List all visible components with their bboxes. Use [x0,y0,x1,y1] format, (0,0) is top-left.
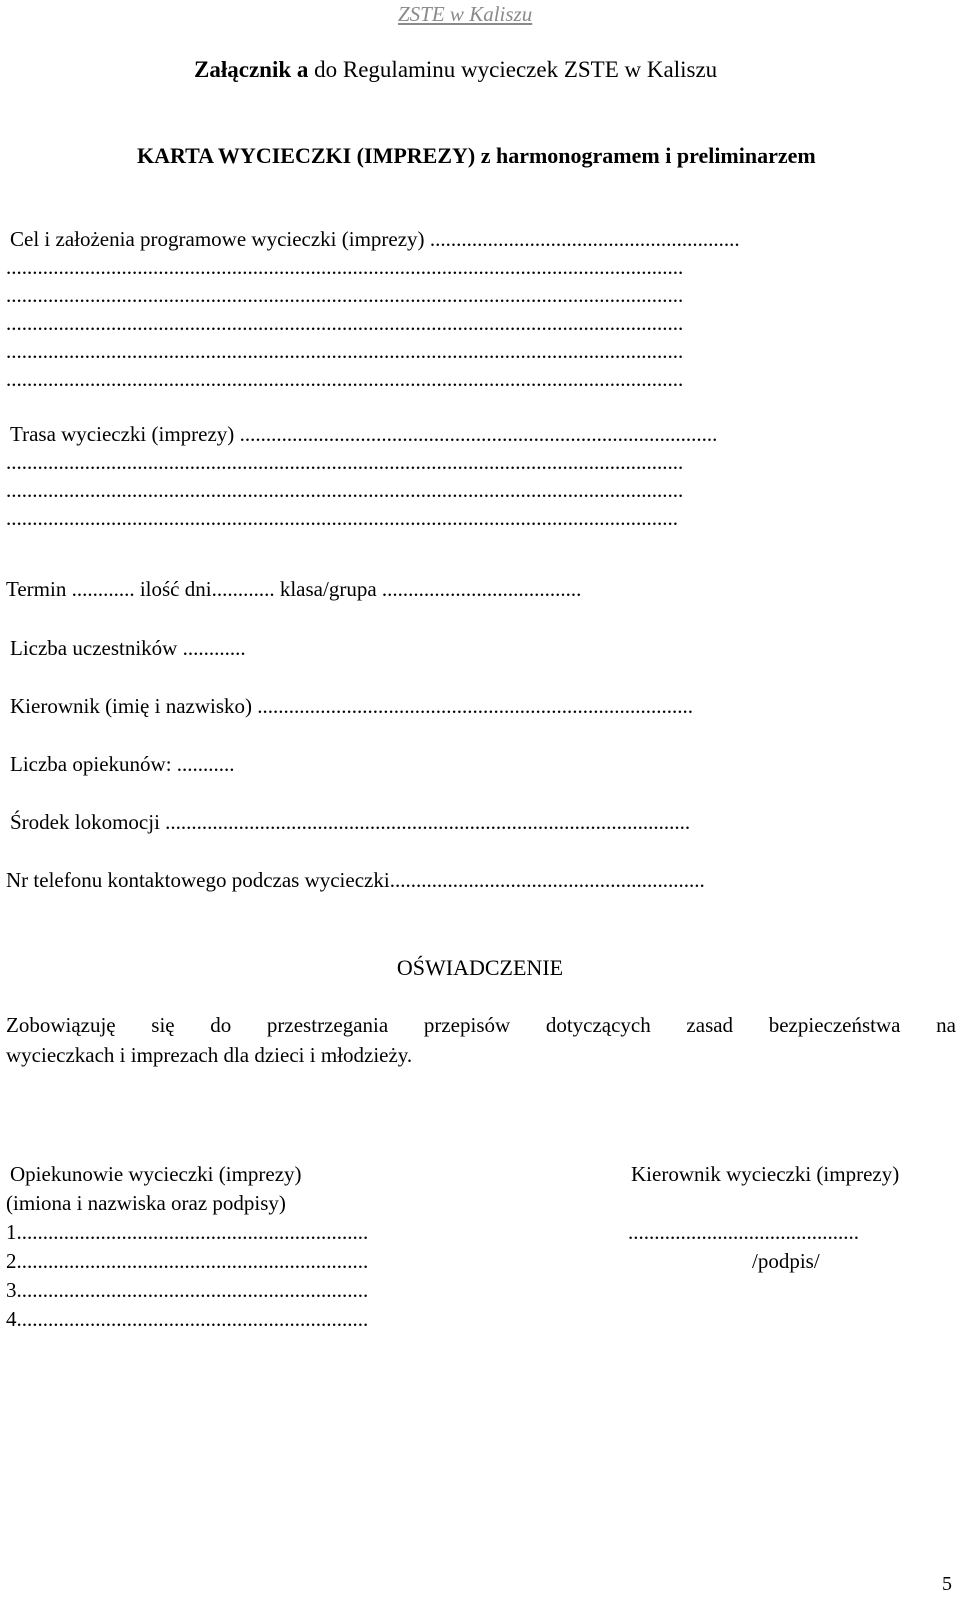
decl-word: bezpieczeństwa [768,1013,901,1037]
guardians-count-field: Liczba opiekunów: ........... [10,752,235,776]
decl-word: się [151,1013,175,1037]
school-name-header: ZSTE w Kaliszu [398,2,533,26]
purpose-line-5: ................................................................................................................................. [6,367,684,391]
route-line-3: ................................................................................................................................ [6,506,678,530]
decl-word: przepisów [423,1013,511,1037]
decl-word: Zobowiązuję [6,1013,116,1037]
purpose-label: Cel i założenia programowe wycieczki (imprezy) [10,227,430,251]
guardian-line-3: 3................................................................... [6,1278,369,1302]
guardian-line-2: 2................................................................... [6,1249,369,1273]
leader-signature-title: Kierownik wycieczki (imprezy) [631,1162,900,1186]
leader-field: Kierownik (imię i nazwisko) ................................................................................... [10,694,694,718]
route-label: Trasa wycieczki (imprezy) [10,422,235,446]
decl-word: dotyczących [545,1013,651,1037]
guardians-title: Opiekunowie wycieczki (imprezy) [10,1162,302,1186]
route-field [10,420,717,448]
guardians-subtitle: (imiona i nazwiska oraz podpisy) [6,1191,286,1215]
declaration-text [6,1010,956,1070]
term-field: Termin ............ ilość dni............ klasa/grupa ...................................... [6,577,582,601]
decl-word: na [936,1013,956,1037]
leader-signature-dots: ............................................ [628,1220,859,1244]
annex-description: do Regulaminu wycieczek ZSTE w Kaliszu [308,57,718,82]
purpose-dots: ........................................................... [429,227,740,251]
leader-signature-label: /podpis/ [752,1249,820,1273]
page-number: 5 [942,1573,952,1595]
declaration-line-2: wycieczkach i imprezach dla dzieci i młodzieży. [6,1043,413,1067]
decl-word: do [210,1013,232,1037]
transport-field: Środek lokomocji .................................................................................................... [10,810,691,834]
declaration-heading: OŚWIADCZENIE [396,955,564,980]
purpose-line-1: ................................................................................................................................. [6,255,684,279]
declaration-line-1 [6,1010,956,1040]
purpose-field [10,225,740,253]
participants-field: Liczba uczestników ............ [10,636,246,660]
decl-word: przestrzegania [266,1013,389,1037]
purpose-line-3: ................................................................................................................................. [6,311,684,335]
decl-word: zasad [686,1013,734,1037]
route-line-1: ................................................................................................................................. [6,450,684,474]
purpose-line-2: ................................................................................................................................. [6,283,684,307]
purpose-line-4: ................................................................................................................................. [6,339,684,363]
annex-title [194,56,717,84]
annex-label: Załącznik a [194,57,309,82]
phone-field: Nr telefonu kontaktowego podczas wycieczki............................................................ [6,868,705,892]
document-title: KARTA WYCIECZKI (IMPREZY) z harmonogramem i preliminarzem [137,143,816,168]
route-line-2: ................................................................................................................................. [6,478,684,502]
guardian-line-1: 1................................................................... [6,1220,369,1244]
route-dots: ........................................................................................... [239,422,718,446]
guardian-line-4: 4................................................................... [6,1307,369,1331]
